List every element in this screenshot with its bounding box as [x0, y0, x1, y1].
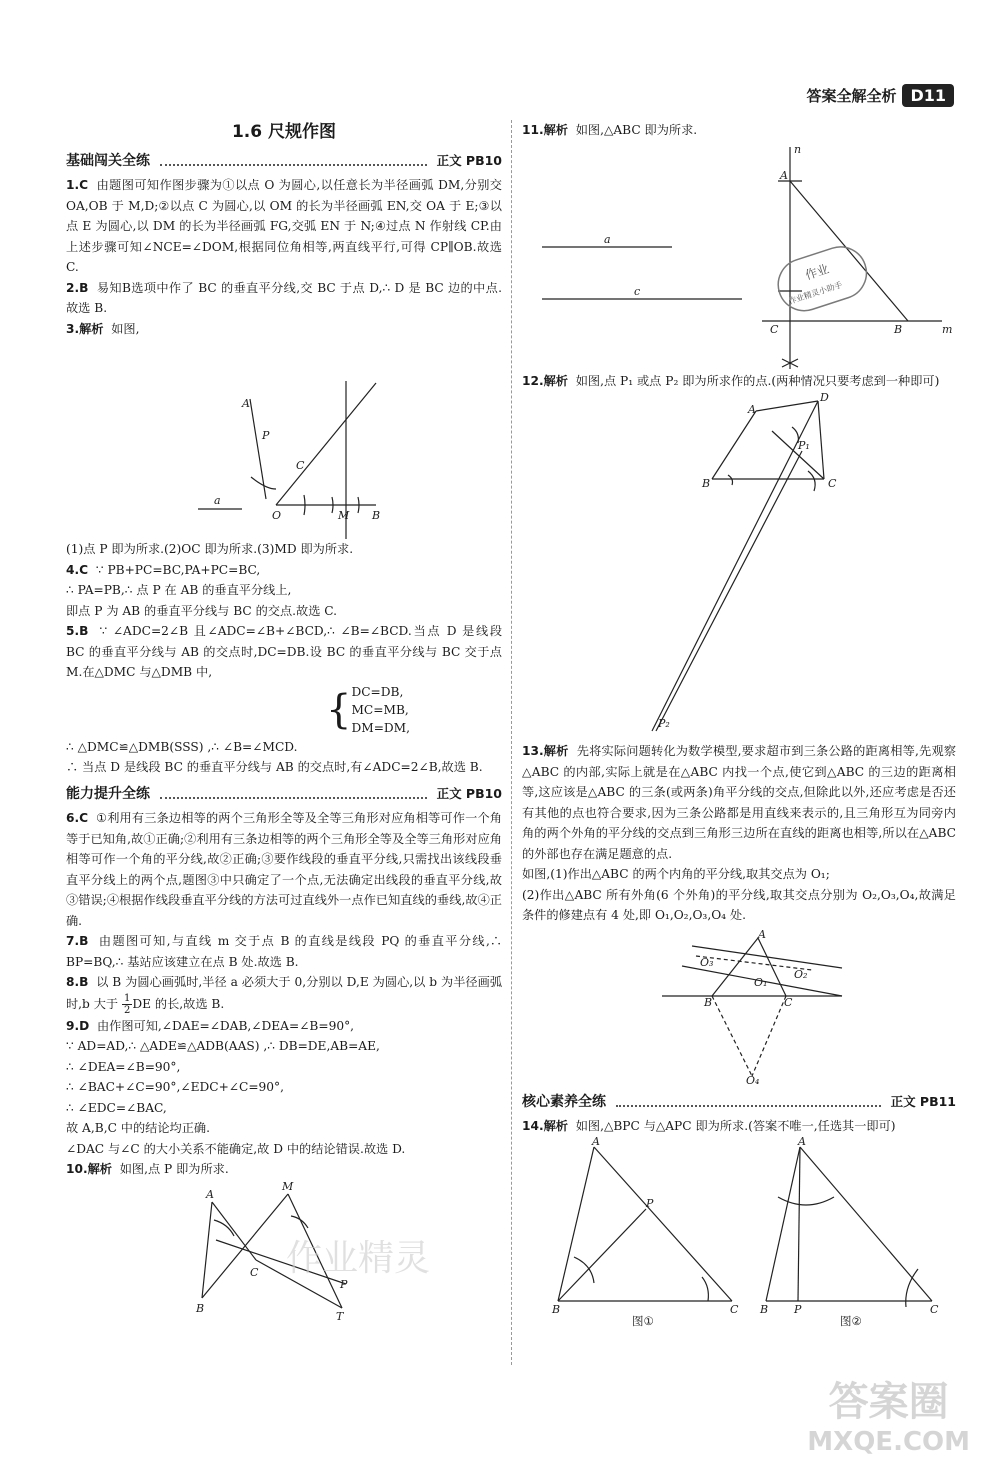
- fig14a-label-p: P: [646, 1196, 654, 1210]
- figure-q12: [522, 391, 956, 741]
- fig13-label-b: B: [704, 995, 713, 1009]
- sys-line-2: MC=MB,: [351, 702, 409, 717]
- equation-system: [326, 683, 502, 737]
- section-core-title: 核心素养全练: [522, 1093, 606, 1110]
- fig10-label-b: B: [196, 1301, 205, 1315]
- watermark: 作业精灵: [286, 1237, 431, 1279]
- section-ability-title: 能力提升全练: [66, 785, 150, 802]
- fraction-numerator: 1: [124, 992, 131, 1004]
- fig3-label-a: A: [242, 397, 250, 410]
- answer-9-line-5: ∴ ∠EDC=∠BAC,: [66, 1100, 167, 1115]
- fig12-label-b: B: [702, 477, 711, 490]
- answer-12: [522, 371, 956, 392]
- fig13-label-o1: O₁: [754, 975, 768, 989]
- right-column: [522, 120, 956, 1327]
- fig10-label-m: M: [282, 1179, 294, 1193]
- fig13-label-o2: O₂: [794, 967, 808, 981]
- answer-1-num: 1.C: [66, 178, 89, 192]
- figure-q11: [522, 141, 956, 371]
- figure-q10: [66, 1180, 502, 1320]
- answer-11-text: 如图,△ABC 即为所求.: [575, 123, 698, 137]
- answer-10-num: 10.解析: [66, 1162, 112, 1176]
- fig3-line-ap: [250, 399, 266, 499]
- fig14b-label-p: P: [794, 1302, 802, 1316]
- fig10-label-t: T: [336, 1309, 344, 1320]
- fig11-label-c: C: [770, 322, 779, 336]
- answer-11: [522, 120, 956, 141]
- answer-9-line-7: ∠DAC 与∠C 的大小关系不能确定,故 D 中的结论错误.故选 D.: [66, 1141, 406, 1156]
- fig12-label-d: D: [820, 391, 829, 404]
- fig14b-label-c: C: [930, 1302, 939, 1316]
- page-number: D11: [902, 84, 954, 107]
- answer-8: [66, 972, 502, 1016]
- answer-12-num: 12.解析: [522, 373, 568, 388]
- fraction: [122, 993, 132, 1016]
- brace: {: [326, 686, 352, 733]
- answer-11-num: 11.解析: [522, 123, 568, 137]
- answer-4: [66, 560, 502, 581]
- answer-13-text: 先将实际问题转化为数学模型,要求超市到三条公路的距离相等,先观察△ABC 的内部,实际上就是在△ABC 内找一个点,使它到△ABC 的三边的距离相等,这应该是△ABC 的三条(或两条)角平分线的交点,但除此以外,还应考虑是否还有其他的点也符合要求,因为三条公路都是用直线来表示的,且三角形互为同旁内角的两个外角的平分线的交点到三角形三边所在直线的距离也相等,所以在△ABC 的外部也存在满足题意的点.: [522, 744, 957, 861]
- section-header-ability: [66, 784, 502, 805]
- answer-6-num: 6.C: [66, 811, 89, 825]
- answer-5-num: 5.B: [66, 624, 89, 638]
- answer-13-line-1: 如图,(1)作出△ABC 的两个内角的平分线,取其交点为 O₁;: [522, 867, 830, 881]
- fig14-caption-1: 图①: [632, 1313, 654, 1327]
- answer-12-text: 如图,点 P₁ 或点 P₂ 即为所求作的点.(两种情况只要考虑到一种即可): [575, 373, 940, 388]
- fig11-label-n: n: [794, 142, 802, 156]
- answer-8-tail: DE 的长,故选 B.: [132, 996, 225, 1011]
- answer-7-num: 7.B: [66, 934, 89, 948]
- dotted-leader: [160, 789, 427, 799]
- answer-5-line-1: ∴ △DMC≌△DMB(SSS) ,∴ ∠B=∠MCD.: [66, 739, 298, 754]
- section-basic-ref: 正文 PB10: [436, 152, 502, 168]
- answer-13: [522, 741, 956, 864]
- fig11-label-b: B: [894, 322, 903, 336]
- fig14a-label-c: C: [730, 1302, 739, 1316]
- fig14b-label-a: A: [798, 1136, 806, 1148]
- fraction-denominator: 2: [124, 1004, 131, 1016]
- sys-line-3: DM=DM,: [351, 720, 411, 735]
- fig11-label-len-a: a: [604, 232, 611, 246]
- fig13-label-c: C: [784, 995, 793, 1009]
- answer-8-text: 以 B 为圆心画弧时,半径 a 必须大于 0,分别以 D,E 为圆心,以 b 为半径画弧时,b 大于: [66, 975, 503, 1011]
- answer-2-text: 易知B选项中作了 BC 的垂直平分线,交 BC 于点 D,∴ D 是 BC 边的中点.故选 B.: [66, 280, 502, 315]
- answer-4-line-3: 即点 P 为 AB 的垂直平分线与 BC 的交点.故选 C.: [66, 603, 338, 618]
- sys-line-1: DC=DB,: [351, 684, 404, 699]
- fig11-label-m: m: [942, 322, 953, 336]
- section-header-basic: [66, 151, 502, 172]
- footer-watermark: [807, 1370, 970, 1457]
- answer-1: [66, 175, 502, 278]
- header-title: 答案全解全析: [806, 87, 897, 105]
- fig12-label-p2: P₂: [658, 717, 670, 730]
- figure-q3: [66, 339, 502, 539]
- stamp-line-2: 作业精灵小助手: [787, 279, 844, 306]
- answer-14-num: 14.解析: [522, 1119, 568, 1133]
- fig3-label-c: C: [296, 459, 305, 472]
- footer-url: MXQE.COM: [807, 1427, 970, 1457]
- fig14a-label-b: B: [552, 1302, 561, 1316]
- answer-1-text: 由题图可知作图步骤为①以点 O 为圆心,以任意长为半径画弧 DM,分别交 OA,OB 于 M,D;②以点 C 为圆心,以 OM 的长为半径画弧 EN,交 OA 于 E;③以点 E 为圆心,以 DM 的长为半径画弧 FG,交弧 EN 于 N;④过点 N 作射线 CP.由上述步骤可知∠NCE=∠DOM,根据同位角相等,两直线平行,可得 CP∥OB.故选 C.: [66, 178, 502, 274]
- answer-14: [522, 1116, 956, 1137]
- answer-9: [66, 1016, 502, 1037]
- answer-5-line-2: ∴ 当点 D 是线段 BC 的垂直平分线与 AB 的交点时,有∠ADC=2∠B,故选 B.: [66, 760, 483, 774]
- answer-3-num: 3.解析: [66, 321, 104, 336]
- answer-13-num: 13.解析: [522, 744, 569, 758]
- answer-13-line-2: (2)作出△ABC 所有外角(6 个外角)的平分线,取其交点分别为 O₂,O₃,O₄,故满足条件的修建点有 4 处,即 O₁,O₂,O₃,O₄ 处.: [522, 887, 956, 922]
- fig10-label-c: C: [250, 1265, 259, 1279]
- answer-5-text: ∵ ∠ADC=2∠B 且∠ADC=∠B+∠BCD,∴ ∠B=∠BCD.当点 D 是线段 BC 的垂直平分线与 AB 的交点时,DC=DB.设 BC 的垂直平分线与 BC 交于点 M.在△DMC 与△DMB 中,: [66, 624, 503, 679]
- fig10-label-a: A: [206, 1187, 214, 1201]
- answer-2-num: 2.B: [66, 280, 89, 295]
- fig14a-label-a: A: [592, 1136, 600, 1148]
- answer-6: [66, 808, 502, 931]
- stamp-line-1: 作业: [803, 261, 831, 282]
- fig12-label-c: C: [828, 477, 837, 490]
- stamp: [772, 240, 874, 317]
- answer-4-num: 4.C: [66, 562, 89, 577]
- answer-10: [66, 1159, 502, 1180]
- answer-3: [66, 319, 502, 340]
- fig12-label-a: A: [748, 403, 756, 416]
- fig14-caption-2: 图②: [840, 1313, 862, 1327]
- fig11-label-len-c: c: [634, 284, 641, 298]
- fig10-label-p: P: [340, 1277, 348, 1291]
- fig14b-label-b: B: [760, 1302, 769, 1316]
- answer-7-text: 由题图可知,与直线 m 交于点 B 的直线是线段 PQ 的垂直平分线,∴ BP=BQ,∴ 基站应该建立在点 B 处.故选 B.: [66, 934, 503, 969]
- left-column: [66, 120, 502, 1320]
- column-divider: [511, 120, 512, 1365]
- fig13-label-a: A: [758, 927, 766, 941]
- answer-9-num: 9.D: [66, 1018, 90, 1033]
- page-header: [806, 84, 954, 107]
- answer-6-text: ①利用有三条边相等的两个三角形全等及全等三角形对应角相等可作一个角等于已知角,故①正确;②利用有三条边相等的两个三角形全等及全等三角形对应角相等可作一个角的平分线,故②正确;③要作线段的垂直平分线,只需找出该线段垂直平分线上的两个点,题图③中只确定了一个点,无法确定出线段的垂直平分线,故③错误;④根据作线段垂直平分线的方法可过直线外一点作已知直线的垂线,故④正确.: [66, 811, 502, 928]
- fig3-label-len-a: a: [214, 494, 221, 507]
- section-title: 1.6 尺规作图: [231, 122, 337, 142]
- fig3-label-o: O: [272, 509, 282, 522]
- fig3-label-m: M: [338, 509, 350, 522]
- answer-8-num: 8.B: [66, 975, 89, 989]
- dotted-leader: [160, 156, 427, 166]
- answer-3-text: 如图,: [111, 321, 140, 336]
- answer-10-text: 如图,点 P 即为所求.: [119, 1162, 229, 1176]
- fig3-label-b: B: [372, 509, 381, 522]
- answer-2: [66, 278, 502, 319]
- section-ability-ref: 正文 PB10: [436, 785, 502, 801]
- answer-14-text: 如图,△BPC 与△APC 即为所求.(答案不唯一,任选其一即可): [575, 1119, 896, 1133]
- answer-9-line-2: ∵ AD=AD,∴ △ADE≌△ADB(AAS) ,∴ DB=DE,AB=AE,: [66, 1039, 380, 1053]
- footer-logo: 答案圈: [828, 1379, 949, 1425]
- answer-9-line-6: 故 A,B,C 中的结论均正确.: [66, 1121, 210, 1135]
- answer-4-line-2: ∴ PA=PB,∴ 点 P 在 AB 的垂直平分线上,: [66, 583, 292, 597]
- answer-9-line-4: ∴ ∠BAC+∠C=90°,∠EDC+∠C=90°,: [66, 1080, 285, 1094]
- fig11-label-a: A: [780, 168, 788, 182]
- dotted-leader: [616, 1097, 881, 1107]
- answer-9-line-1: 由作图可知,∠DAE=∠DAB,∠DEA=∠B=90°,: [96, 1018, 355, 1033]
- figure-q13: [522, 926, 956, 1086]
- section-header-core: [522, 1092, 956, 1113]
- section-basic-title: 基础闯关全练: [66, 152, 150, 169]
- answer-4-line-1: ∵ PB+PC=BC,PA+PC=BC,: [95, 562, 261, 577]
- answer-9-line-3: ∴ ∠DEA=∠B=90°,: [66, 1059, 181, 1074]
- answer-5: [66, 621, 502, 683]
- fig3-label-p: P: [262, 429, 270, 442]
- fig12-label-p1: P₁: [798, 439, 810, 452]
- answer-3-result: (1)点 P 即为所求.(2)OC 即为所求.(3)MD 即为所求.: [66, 542, 354, 556]
- fig13-label-o3: O₃: [700, 955, 714, 969]
- fig13-label-o4: O₄: [746, 1073, 760, 1086]
- section-core-ref: 正文 PB11: [890, 1093, 956, 1109]
- figure-q14: [522, 1137, 956, 1327]
- answer-7: [66, 931, 502, 972]
